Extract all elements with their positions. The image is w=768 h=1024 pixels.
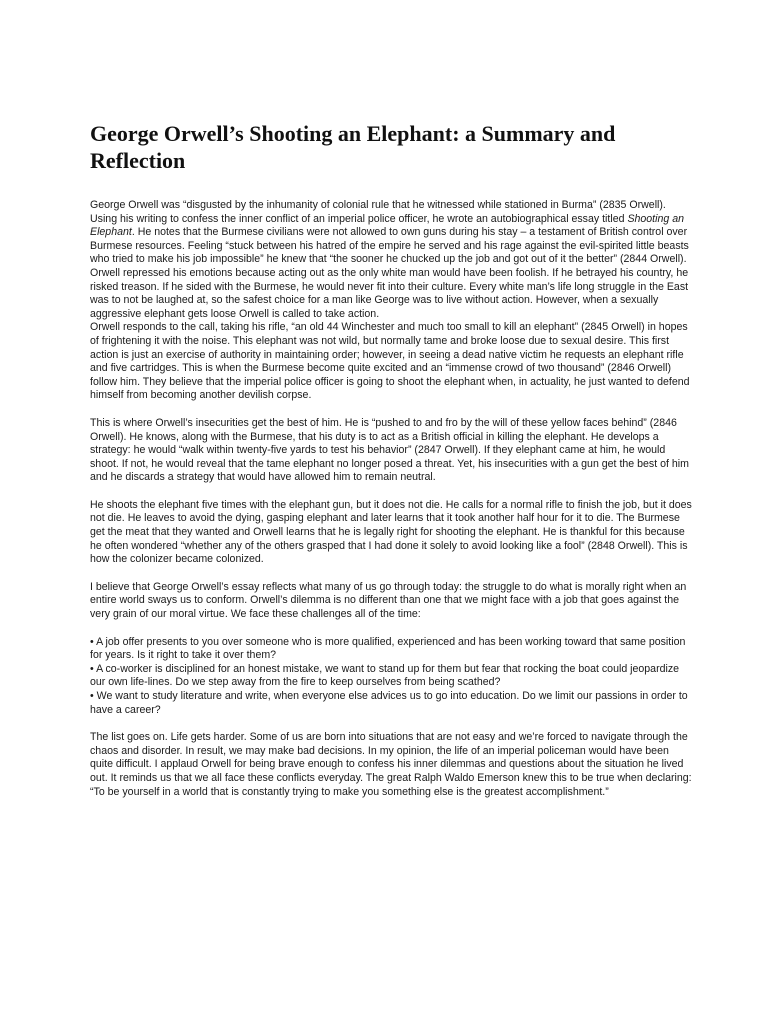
paragraph-shooting: He shoots the elephant five times with the elephant gun, but it does not die. He calls for a normal rifle to finish the job, but it does not die. He leaves to avoid the dying, gasping elephant and later learns that it took another half hour for it to die. The Burmese get the meat that they wanted and Orwell learns that he is legally right for shooting the elephant. He is thankful for this because he often wondered “whether any of the others grasped that I had done it solely to avoid looking like a fool” (2848 Orwell). This is how the colonizer became colonized. xyxy=(90,498,692,566)
paragraph-introduction-part-2: . He notes that the Burmese civilians were not allowed to own guns during his stay – a testament of British control over Burmese resources. Feeling “stuck between his hatred of the empire he served and his rage against the evil-spirited little beasts who tried to make his job impossible” he knew that “the sooner he chucked up the job and got out of it the better” (2844 Orwell). Orwell repressed his emotions because acting out as the only white man would have been foolish. If he betrayed his country, he risked treason. If he sided with the Burmese, he would never fit into their culture. Every white man’s life long struggle in the East was to not be laughed at, so the safest choice for a man like George was to live without action. However, when a sexually aggressive elephant gets loose Orwell is called to take action. xyxy=(90,226,689,320)
essay-title-italic: Shooting an Elephant xyxy=(90,212,684,239)
paragraph-insecurities: This is where Orwell’s insecurities get the best of him. He is “pushed to and fro by the will of these yellow faces behind” (2846 Orwell). He knows, along with the Burmese, that his duty is to act as a British official in killing the elephant. He develops a strategy: he would “walk within twenty-five yards to test his behavior” (2847 Orwell). If they elephant came at him, he would shoot. If not, he would reveal that the tame elephant no longer posed a threat. Yet, his insecurities with a gun get the best of him and he discards a strategy that would have allowed him to remain neutral. xyxy=(90,416,689,484)
paragraph-response: Orwell responds to the call, taking his rifle, “an old 44 Winchester and much too small to kill an elephant” (2845 Orwell) in hopes of frightening it with the noise. This elephant was not wild, but normally tame and broke loose due to sexual desire. This first action is just an exercise of authority in maintaining order; however, in seeing a dead native victim he requests an elephant rifle and five cartridges. This is when the Burmese become quite excited and an “immense crowd of two thousand” (2846 Orwell) follow him. They believe that the imperial police officer is going to shoot the elephant when, in actuality, he just wanted to defend himself from becoming another devilish corpse. xyxy=(90,321,690,402)
paragraph-conclusion: The list goes on. Life gets harder. Some of us are born into situations that are not easy and we’re forced to navigate through the chaos and disorder. In result, we may make bad decisions. In my opinion, the life of an imperial policeman would have been quite difficult. I applaud Orwell for being brave enough to confess his inner dilemmas and questions about the situation he lived out. It reminds us that we all face these conflicts everyday. The great Ralph Waldo Emerson knew this to be true when declaring: “To be yourself in a world that is constantly trying to make you something else is the greatest accomplishment.” xyxy=(90,731,692,798)
paragraph-introduction xyxy=(90,199,692,321)
paragraph-introduction-part-1: George Orwell was “disgusted by the inhumanity of colonial rule that he witnessed while stationed in Burma” (2835 Orwell). Using his writing to confess the inner conflict of an imperial police officer, he wrote an autobiographical essay titled xyxy=(90,199,666,225)
paragraph-reflection: I believe that George Orwell’s essay reflects what many of us go through today: the struggle to do what is morally right when an entire world sways us to conform. Orwell’s dilemma is no different than one that we might face with a job that goes against the very grain of our moral virtue. We face these challenges all of the time: xyxy=(90,580,687,621)
list-item-literature: • We want to study literature and write, when everyone else advices us to go into education. Do we limit our passions in order to have a career? xyxy=(90,690,688,716)
list-item-co-worker: • A co-worker is disciplined for an honest mistake, we want to stand up for them but fear that rocking the boat could jeopardize our own life-lines. Do we step away from the fire to keep ourselves from being scathed? xyxy=(90,662,680,689)
list-item-job-offer: • A job offer presents to you over someone who is more qualified, experienced and has been working toward that same position for years. Is it right to take it over them? xyxy=(90,635,686,662)
document-body xyxy=(90,199,692,799)
document-title: George Orwell’s Shooting an Elephant: a Summary and Reflection xyxy=(90,121,616,173)
